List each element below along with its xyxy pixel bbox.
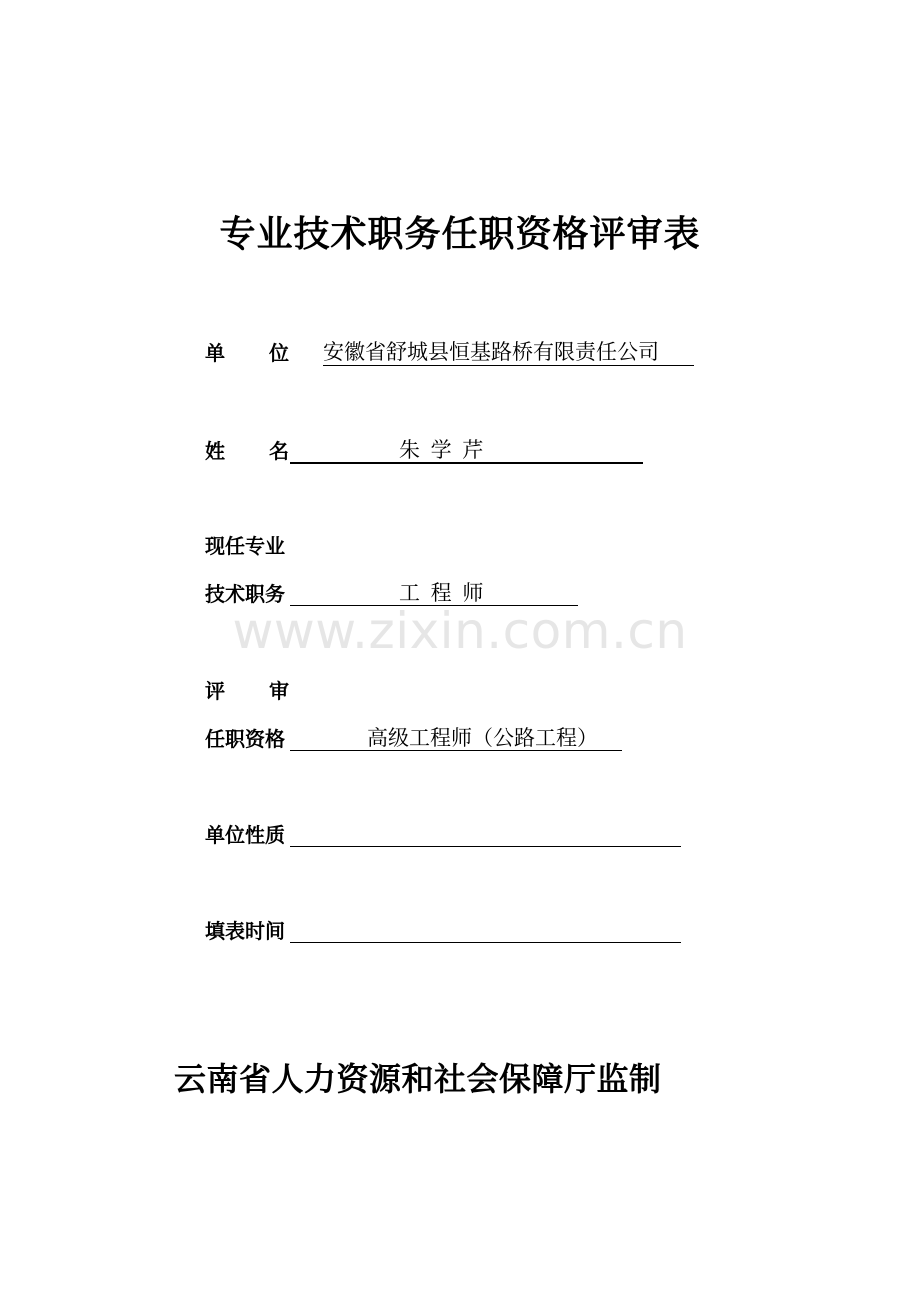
unit-underline [323, 365, 694, 366]
current-title-label-line2: 技术职务 [205, 582, 285, 606]
unit-nature-row [205, 820, 685, 850]
fill-date-row [205, 916, 685, 946]
qualification-row [205, 724, 645, 754]
unit-value: 安徽省舒城县恒基路桥有限责任公司 [323, 340, 659, 364]
qualification-label-line2: 任职资格 [205, 727, 285, 751]
qualification-value: 高级工程师（公路工程） [367, 726, 598, 750]
name-row [205, 436, 655, 466]
unit-label-b: 位 [269, 341, 289, 365]
qualification-label-b: 审 [269, 679, 289, 703]
qualification-label-a: 评 [205, 679, 225, 703]
fill-date-underline [290, 942, 681, 943]
fill-date-label: 填表时间 [205, 919, 285, 943]
watermark: www.zixin.com.cn [232, 602, 688, 660]
unit-nature-label: 单位性质 [205, 823, 285, 847]
current-title-value: 工 程 师 [399, 581, 486, 605]
document-title: 专业技术职务任职资格评审表 [219, 213, 701, 255]
unit-nature-underline [290, 846, 681, 847]
name-value: 朱 学 芹 [399, 438, 486, 462]
qualification-underline [290, 750, 622, 751]
unit-row [205, 338, 725, 368]
name-label-a: 姓 [205, 439, 225, 463]
issuer-footer: 云南省人力资源和社会保障厅监制 [174, 1060, 662, 1098]
current-title-label-line1-row [205, 531, 285, 561]
name-underline [290, 462, 643, 464]
name-label-b: 名 [269, 439, 289, 463]
current-title-label-line1: 现任专业 [205, 534, 285, 558]
qualification-label-line1-row [205, 676, 325, 706]
unit-label-a: 单 [205, 341, 225, 365]
